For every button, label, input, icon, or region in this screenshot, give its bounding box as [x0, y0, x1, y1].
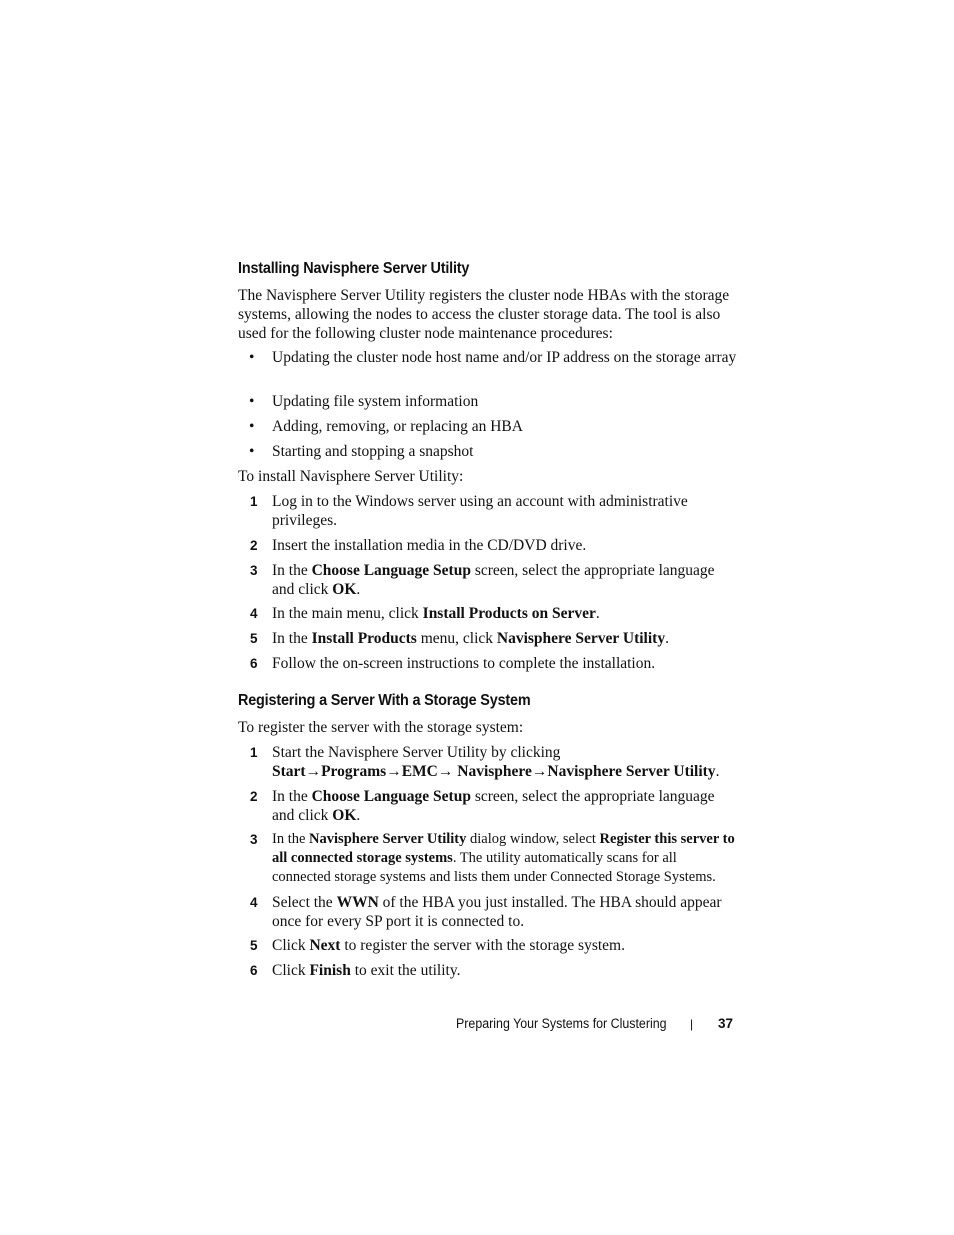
bullet-marker: •	[249, 418, 255, 435]
step-number: 2	[250, 538, 258, 553]
step-item: 2 In the Choose Language Setup screen, select the appropriate language and click OK.	[250, 788, 715, 824]
step-number: 4	[250, 895, 258, 910]
step-number: 2	[250, 789, 258, 804]
step-item: 2 Insert the installation media in the CD/DVD drive.	[250, 537, 587, 554]
step-number: 5	[250, 631, 258, 646]
step-item: 6 Click Finish to exit the utility.	[250, 962, 461, 979]
step-item: 6 Follow the on-screen instructions to complete the installation.	[250, 655, 656, 672]
bullet-marker: •	[249, 443, 255, 460]
step-item: 3 In the Navisphere Server Utility dialog window, select Register this server to all connected storage systems. The utility automatically scans for all connected storage systems and lists them under Connected Storage Systems.	[250, 831, 735, 885]
bullet-item: • Starting and stopping a snapshot	[249, 443, 474, 460]
footer-separator: |	[690, 1017, 694, 1031]
step-item: 1 Log in to the Windows server using an account with administrative privileges.	[250, 493, 688, 529]
page-number: 37	[718, 1016, 734, 1031]
bullet-marker: •	[249, 349, 255, 366]
step-number: 5	[250, 938, 258, 953]
step-number: 1	[250, 494, 258, 509]
step-item: 4 In the main menu, click Install Products on Server.	[250, 605, 600, 622]
bullet-item: • Updating file system information	[249, 393, 479, 410]
step-item: 5 Click Next to register the server with the storage system.	[250, 937, 625, 954]
bullet-marker: •	[249, 393, 255, 410]
section-heading-registering: Registering a Server With a Storage System	[238, 692, 531, 709]
step-number: 6	[250, 963, 258, 978]
step-number: 4	[250, 606, 258, 621]
step-number: 1	[250, 745, 258, 760]
bullet-item: • Adding, removing, or replacing an HBA	[249, 418, 523, 435]
step-number: 3	[250, 563, 258, 578]
step-item: 1 Start the Navisphere Server Utility by clicking Start→Programs→EMC→ Navisphere→Navisphere Server Utility.	[250, 744, 720, 780]
step-item: 3 In the Choose Language Setup screen, select the appropriate language and click OK.	[250, 562, 715, 598]
steps-intro: To install Navisphere Server Utility:	[238, 468, 464, 485]
step-number: 6	[250, 656, 258, 671]
step-item: 5 In the Install Products menu, click Navisphere Server Utility.	[250, 630, 669, 647]
step-number: 3	[250, 832, 258, 847]
bullet-item: • Updating the cluster node host name and/or IP address on the storage array	[249, 349, 737, 366]
footer-title: Preparing Your Systems for Clustering	[456, 1016, 667, 1031]
section1-intro: The Navisphere Server Utility registers the cluster node HBAs with the storage systems, allowing the nodes to access the cluster storage data. The tool is also used for the following cluster node maintenance procedures:	[238, 287, 730, 342]
section-heading-installing: Installing Navisphere Server Utility	[238, 260, 470, 277]
section2-intro: To register the server with the storage system:	[238, 719, 524, 736]
step-item: 4 Select the WWN of the HBA you just installed. The HBA should appear once for every SP port it is connected to.	[250, 894, 722, 930]
